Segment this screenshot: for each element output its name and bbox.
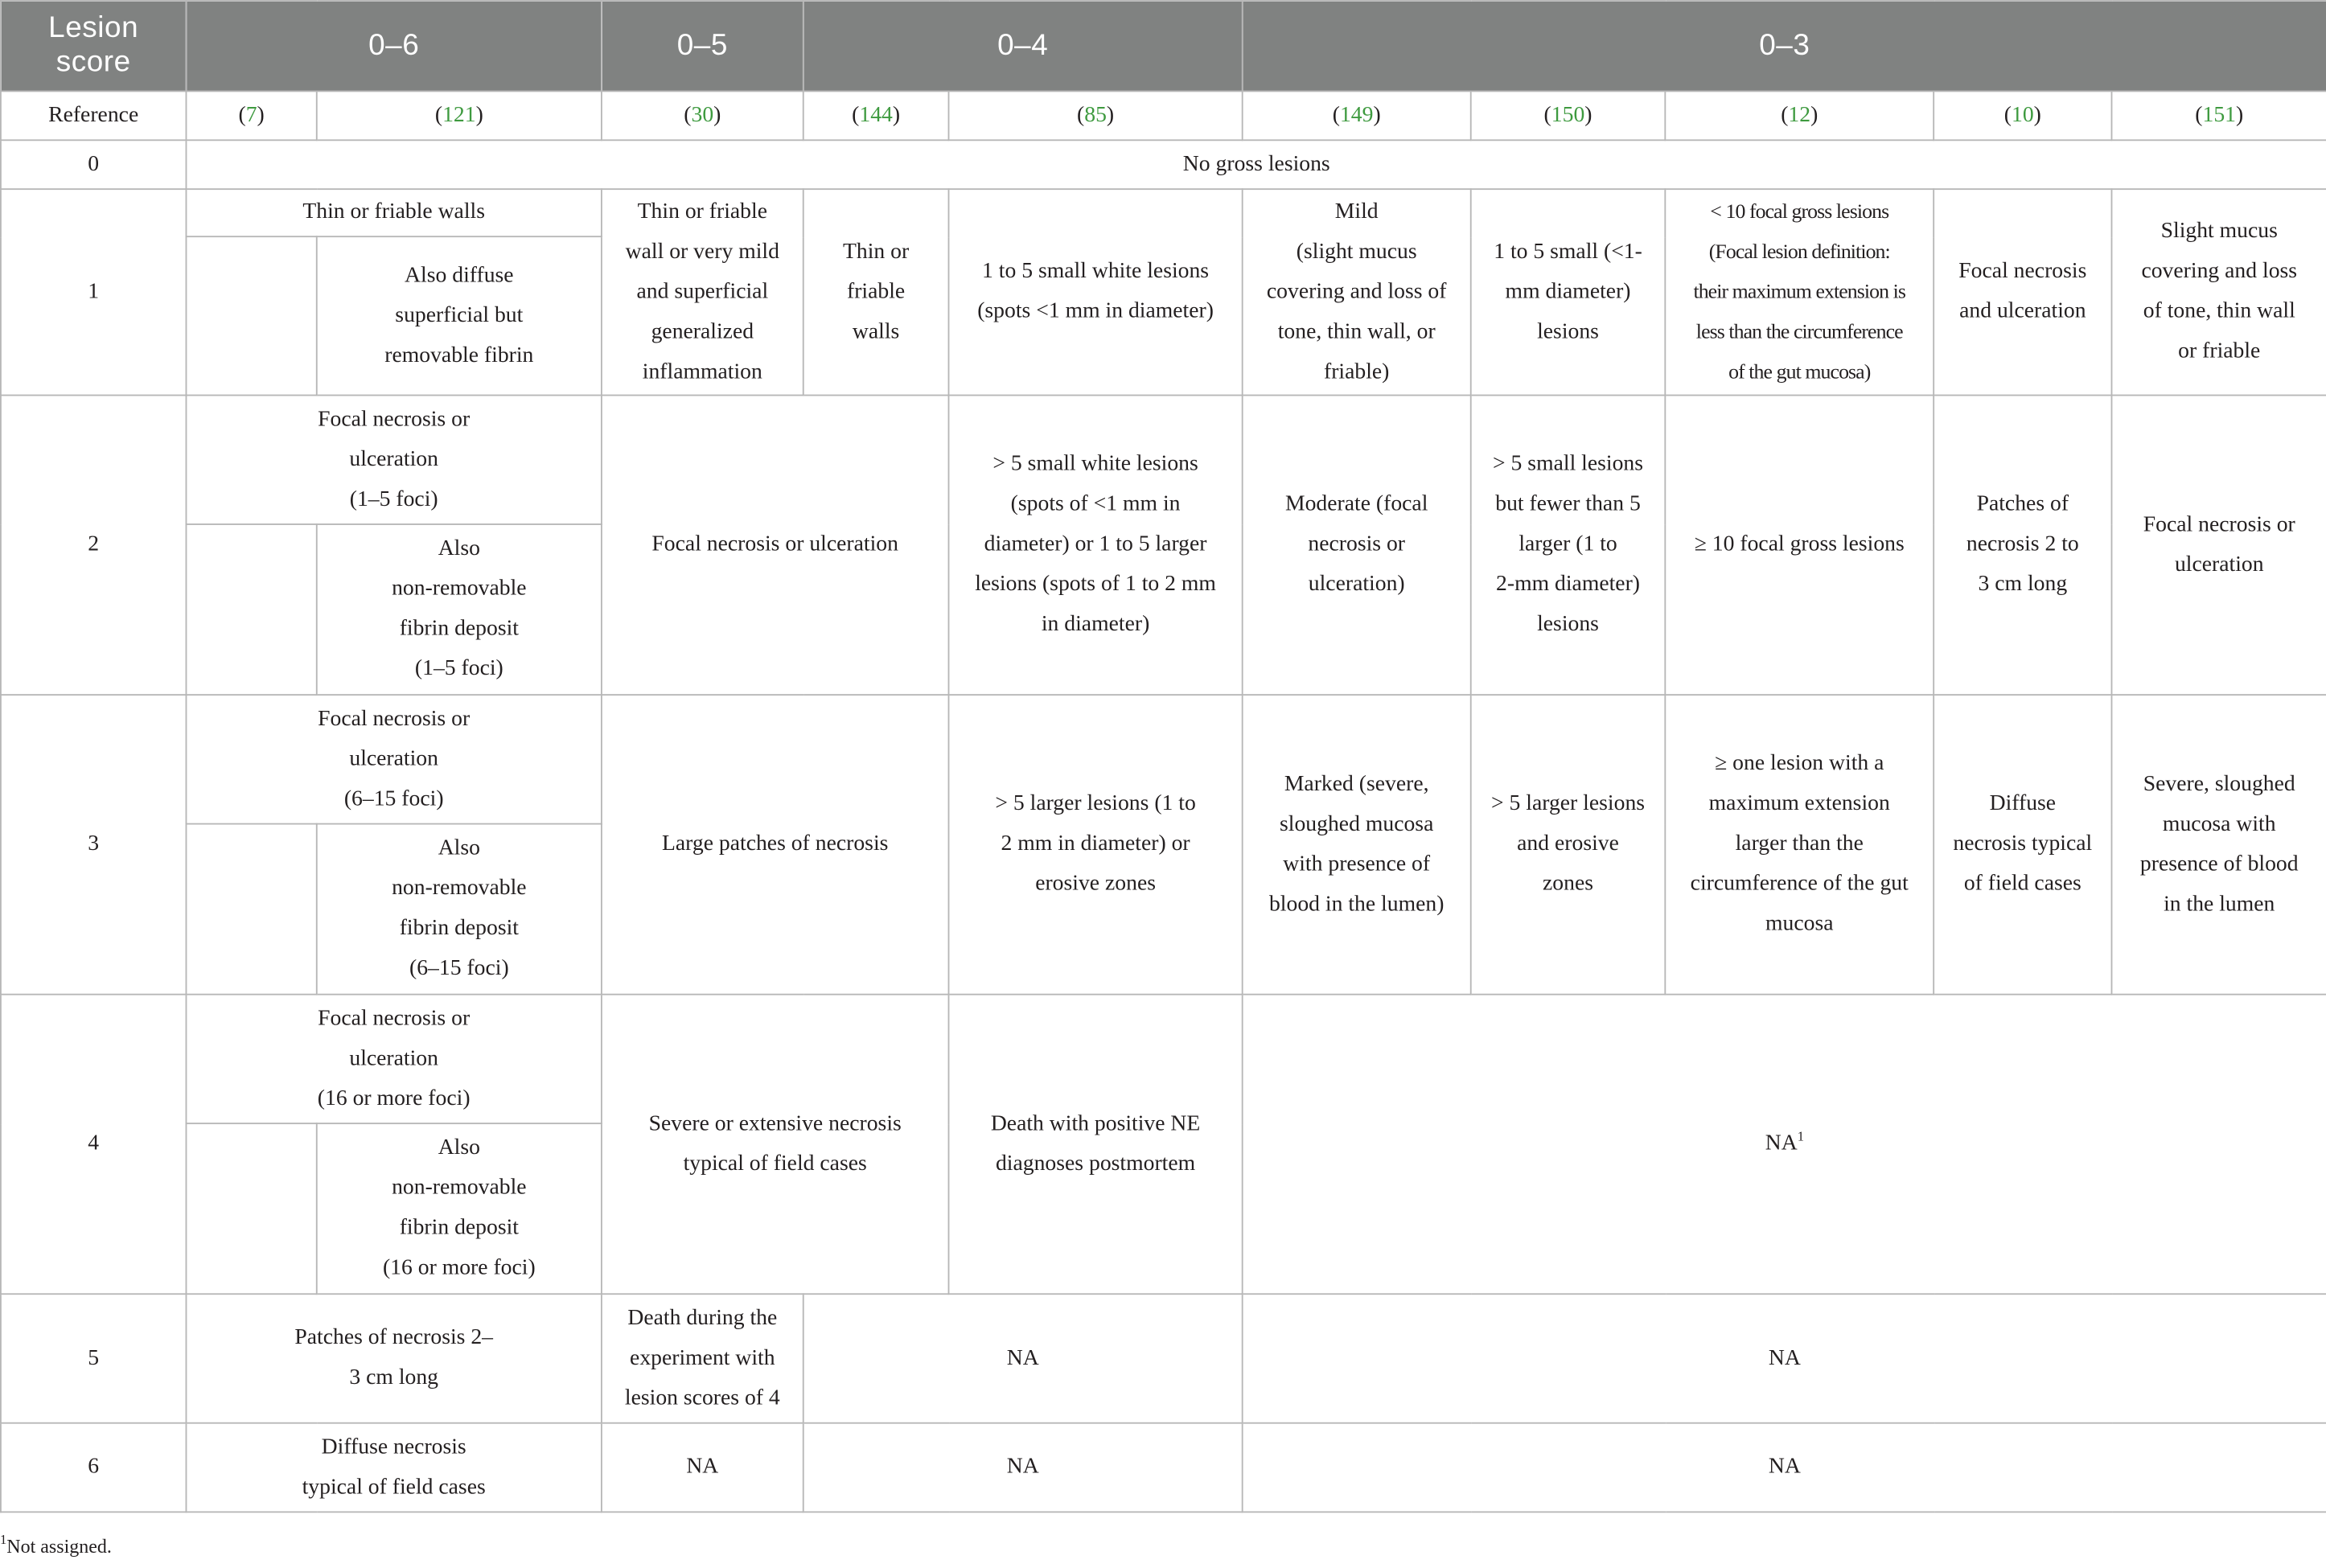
score-2-row: [1, 396, 2326, 524]
score-3-ref7-121-cell: Focal necrosis or ulceration (6–15 foci): [186, 695, 601, 823]
score-4-ref7-cell: [186, 1123, 316, 1294]
header-scale-0-6: 0–6: [186, 1, 601, 92]
score-2-ref30-144-cell: Focal necrosis or ulceration: [602, 396, 949, 696]
score-2-ref149-cell: Moderate (focal necrosis or ulceration): [1243, 396, 1471, 696]
score-2-label: 2: [1, 396, 187, 696]
score-1-ref85-cell: 1 to 5 small white lesions (spots <1 mm in diameter): [948, 189, 1242, 395]
score-2-ref150-cell: > 5 small lesions but fewer than 5 larger (1 to 2-mm diameter) lesions: [1471, 396, 1666, 696]
score-1-ref149-cell: Mild (slight mucus covering and loss of tone, thin wall, or friable): [1243, 189, 1471, 395]
reference-link-121[interactable]: 121: [442, 103, 476, 127]
score-6-scale-0-5-cell: NA: [602, 1423, 803, 1513]
score-3-ref30-144-cell: Large patches of necrosis: [602, 695, 949, 995]
reference-link-151[interactable]: 151: [2202, 103, 2237, 127]
score-2-ref121-cell: Also non-removable fibrin deposit (1–5 foci): [317, 524, 602, 695]
score-5-scale-0-5-cell: Death during the experiment with lesion scores of 4: [602, 1294, 803, 1422]
score-4-scale-0-3-cell: [1243, 995, 2326, 1295]
score-6-row: [1, 1423, 2326, 1513]
score-3-ref121-cell: Also non-removable fibrin deposit (6–15 foci): [317, 824, 602, 995]
score-3-row: [1, 695, 2326, 823]
reference-row: [1, 91, 2326, 140]
reference-link-144[interactable]: 144: [859, 103, 893, 127]
header-scale-0-5: 0–5: [602, 1, 803, 92]
score-2-ref85-cell: > 5 small white lesions (spots of <1 mm in diameter) or 1 to 5 larger lesions (spots of 1 to 2 mm in diameter): [948, 396, 1242, 696]
reference-cell: (12): [1665, 91, 1934, 140]
score-1-ref12-cell: < 10 focal gross lesions (Focal lesion definition: their maximum extension is less than the circumference of the gut mucosa): [1665, 189, 1934, 395]
reference-link-85[interactable]: 85: [1084, 103, 1107, 127]
reference-cell: (7): [186, 91, 316, 140]
score-1-ref121-cell: Also diffuse superficial but removable fibrin: [317, 236, 602, 395]
score-4-label: 4: [1, 995, 187, 1295]
score-1-ref150-cell: 1 to 5 small (<1- mm diameter) lesions: [1471, 189, 1666, 395]
score-2-ref10-cell: Patches of necrosis 2 to 3 cm long: [1934, 396, 2111, 696]
header-scale-0-3: 0–3: [1243, 1, 2326, 92]
score-1-ref30-cell: Thin or friable wall or very mild and superficial generalized inflammation: [602, 189, 803, 395]
score-0-row: [1, 140, 2326, 189]
score-3-label: 3: [1, 695, 187, 995]
header-row: [1, 1, 2326, 92]
score-6-scale-0-6-cell: Diffuse necrosis typical of field cases: [186, 1423, 601, 1513]
score-3-ref151-cell: Severe, sloughed mucosa with presence of blood in the lumen: [2112, 695, 2326, 995]
score-4-ref85-cell: Death with positive NE diagnoses postmortem: [948, 995, 1242, 1295]
score-1-ref144-cell: Thin or friable walls: [803, 189, 949, 395]
footnote-text: Not assigned.: [6, 1534, 112, 1558]
score-6-scale-0-4-cell: NA: [803, 1423, 1243, 1513]
table-footnote: [0, 1532, 112, 1559]
score-0-description: No gross lesions: [186, 140, 2326, 189]
score-6-scale-0-3-cell: NA: [1243, 1423, 2326, 1513]
score-3-ref149-cell: Marked (severe, sloughed mucosa with presence of blood in the lumen): [1243, 695, 1471, 995]
footnote-marker: 1: [1797, 1128, 1804, 1144]
score-2-ref151-cell: Focal necrosis or ulceration: [2112, 396, 2326, 696]
score-5-scale-0-4-cell: NA: [803, 1294, 1243, 1422]
reference-cell: (151): [2112, 91, 2326, 140]
score-4-row: [1, 995, 2326, 1123]
score-3-ref85-cell: > 5 larger lesions (1 to 2 mm in diameter) or erosive zones: [948, 695, 1242, 995]
score-5-scale-0-6-cell: Patches of necrosis 2– 3 cm long: [186, 1294, 601, 1422]
score-4-ref121-cell: Also non-removable fibrin deposit (16 or more foci): [317, 1123, 602, 1294]
score-3-ref12-cell: ≥ one lesion with a maximum extension larger than the circumference of the gut mucosa: [1665, 695, 1934, 995]
score-3-ref7-cell: [186, 824, 316, 995]
reference-label: Reference: [1, 91, 187, 140]
score-5-scale-0-3-cell: NA: [1243, 1294, 2326, 1422]
reference-link-30[interactable]: 30: [691, 103, 714, 127]
score-5-label: 5: [1, 1294, 187, 1422]
score-1-label: 1: [1, 189, 187, 395]
reference-cell: (144): [803, 91, 949, 140]
score-1-row: [1, 189, 2326, 236]
score-1-ref10-cell: Focal necrosis and ulceration: [1934, 189, 2111, 395]
reference-cell: (30): [602, 91, 803, 140]
reference-cell: (121): [317, 91, 602, 140]
reference-cell: (10): [1934, 91, 2111, 140]
score-4-ref7-121-cell: Focal necrosis or ulceration (16 or more foci): [186, 995, 601, 1123]
reference-link-149[interactable]: 149: [1339, 103, 1374, 127]
reference-link-7[interactable]: 7: [245, 103, 257, 127]
reference-link-12[interactable]: 12: [1788, 103, 1811, 127]
score-2-ref12-cell: ≥ 10 focal gross lesions: [1665, 396, 1934, 696]
score-2-ref7-121-cell: Focal necrosis or ulceration (1–5 foci): [186, 396, 601, 524]
score-2-ref7-cell: [186, 524, 316, 695]
score-3-ref150-cell: > 5 larger lesions and erosive zones: [1471, 695, 1666, 995]
reference-cell: (149): [1243, 91, 1471, 140]
score-0-label: 0: [1, 140, 187, 189]
reference-link-10[interactable]: 10: [2012, 103, 2034, 127]
header-lesion-score: Lesion score: [1, 1, 187, 92]
reference-link-150[interactable]: 150: [1551, 103, 1585, 127]
score-1-ref151-cell: Slight mucus covering and loss of tone, thin wall or friable: [2112, 189, 2326, 395]
score-1-ref7-121-cell: Thin or friable walls: [186, 189, 601, 236]
score-5-row: [1, 1294, 2326, 1422]
header-scale-0-4: 0–4: [803, 1, 1243, 92]
reference-cell: (85): [948, 91, 1242, 140]
reference-cell: (150): [1471, 91, 1666, 140]
score-3-ref10-cell: Diffuse necrosis typical of field cases: [1934, 695, 2111, 995]
footnote-mark: 1: [0, 1532, 7, 1547]
score-6-label: 6: [1, 1423, 187, 1513]
score-4-na-text: NA: [1765, 1131, 1798, 1155]
score-4-ref30-144-cell: Severe or extensive necrosis typical of field cases: [602, 995, 949, 1295]
score-1-ref7-cell: [186, 236, 316, 395]
